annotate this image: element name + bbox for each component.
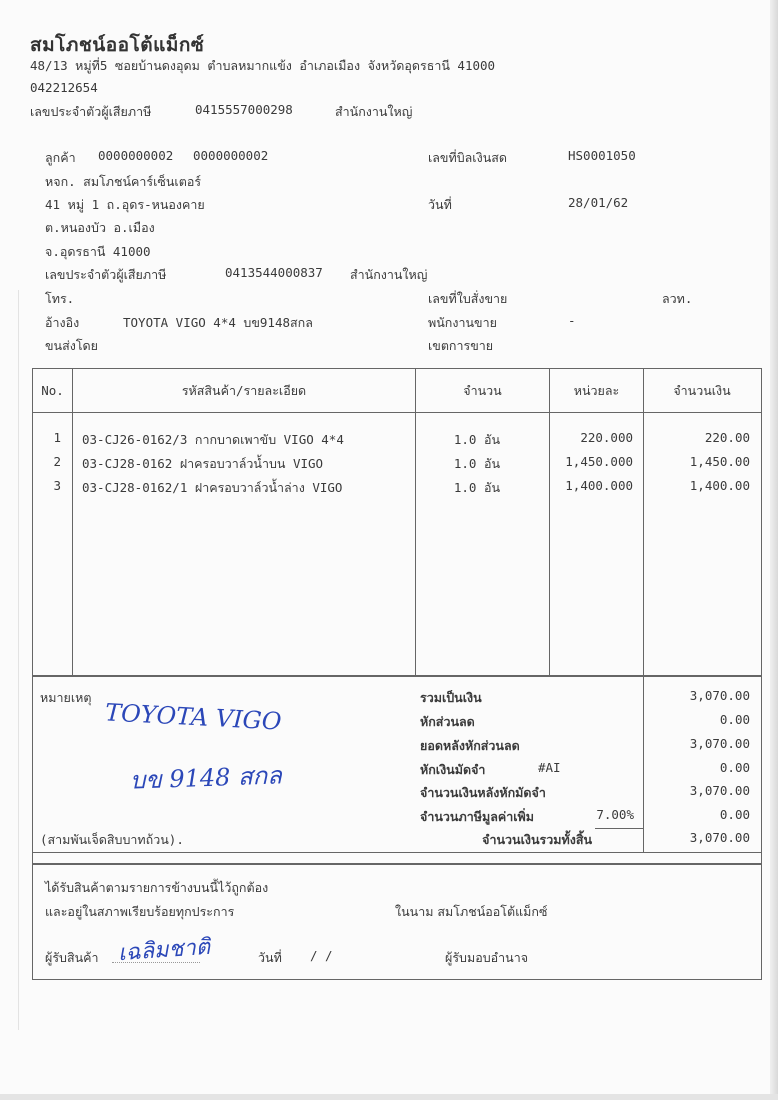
row-no: 1 bbox=[53, 430, 61, 445]
salesman-label: พนักงานขาย bbox=[428, 315, 497, 330]
receive-date-blank: / / bbox=[310, 948, 333, 963]
items-table bbox=[32, 368, 762, 677]
company-tax-label: เลขประจำตัวผู้เสียภาษี bbox=[30, 104, 152, 119]
col-divider-3 bbox=[549, 368, 550, 675]
invoice-number-label: เลขที่บิลเงินสด bbox=[428, 150, 507, 165]
remark-handwriting-model: TOYOTA VIGO bbox=[104, 698, 283, 736]
row-quantity: 1.0 อัน bbox=[453, 480, 500, 495]
vat-value: 0.00 bbox=[719, 807, 750, 822]
company-name: สมโภชน์ออโต้แม็กซ์ bbox=[30, 34, 205, 56]
row-description: 03-CJ28-0162/1 ฝาครอบวาล์วน้ำล่าง VIGO bbox=[82, 480, 343, 495]
deposit-label: หักเงินมัดจำ bbox=[420, 762, 486, 777]
row-description: 03-CJ26-0162/3 กากบาดเพาขับ VIGO 4*4 bbox=[82, 432, 344, 447]
customer-tax-id: 0413544000837 bbox=[225, 265, 323, 280]
subtotal-label: รวมเป็นเงิน bbox=[420, 690, 482, 705]
col-divider-4 bbox=[643, 368, 644, 675]
customer-branch: สำนักงานใหญ่ bbox=[350, 267, 428, 282]
remark-handwriting-plate: บข 9148 สกล bbox=[129, 761, 283, 795]
customer-tax-label: เลขประจำตัวผู้เสียภาษี bbox=[45, 267, 167, 282]
grand-total-value: 3,070.00 bbox=[689, 830, 750, 845]
subtotal-value: 3,070.00 bbox=[689, 688, 750, 703]
row-no: 2 bbox=[53, 454, 61, 469]
vat-rate-underline bbox=[595, 828, 644, 829]
company-tax-id: 0415557000298 bbox=[195, 102, 293, 117]
deposit-value: 0.00 bbox=[719, 760, 750, 775]
salesman-value: - bbox=[568, 313, 576, 328]
receiver-signature: เฉลิมชาติ bbox=[117, 934, 211, 967]
on-behalf-of: ในนาม สมโภชน์ออโต้แม็กซ์ bbox=[395, 904, 548, 919]
receipt-confirmation-line-1: ได้รับสินค้าตามรายการข้างบนนี้ไว้ถูกต้อง bbox=[45, 880, 269, 895]
remark-label: หมายเหตุ bbox=[40, 690, 92, 705]
row-quantity: 1.0 อัน bbox=[453, 456, 500, 471]
paper-edge-left bbox=[18, 290, 19, 1030]
customer-address-3: จ.อุดรธานี 41000 bbox=[45, 244, 151, 259]
row-amount: 1,450.00 bbox=[689, 454, 750, 469]
shipping-label: ขนส่งโดย bbox=[45, 338, 98, 353]
row-amount: 1,400.00 bbox=[689, 478, 750, 493]
amount-in-words: (สามพันเจ็ดสิบบาทถ้วน). bbox=[40, 832, 184, 847]
invoice-number: HS0001050 bbox=[568, 148, 636, 163]
vat-rate: 7.00% bbox=[596, 807, 634, 822]
grand-total-label: จำนวนเงินรวมทั้งสิ้น bbox=[482, 832, 592, 847]
row-unit-price: 220.000 bbox=[580, 430, 633, 445]
row-amount: 220.00 bbox=[704, 430, 750, 445]
receive-date-label: วันที่ bbox=[258, 950, 282, 965]
row-quantity: 1.0 อัน bbox=[453, 432, 500, 447]
customer-label: ลูกค้า bbox=[45, 150, 76, 165]
row-unit-price: 1,400.000 bbox=[565, 478, 633, 493]
customer-address-1: 41 หมู่ 1 ถ.อุดร-หนองคาย bbox=[45, 197, 205, 212]
deposit-reference: #AI bbox=[538, 760, 561, 775]
row-no: 3 bbox=[53, 478, 61, 493]
after-discount-value: 3,070.00 bbox=[689, 736, 750, 751]
row-description: 03-CJ28-0162 ฝาครอบวาล์วน้ำบน VIGO bbox=[82, 456, 324, 471]
header-amount: จำนวนเงิน bbox=[673, 383, 731, 398]
vat-label: จำนวนภาษีมูลค่าเพิ่ม bbox=[420, 809, 534, 824]
receiver-sign-line bbox=[112, 962, 200, 963]
customer-code-2: 0000000002 bbox=[193, 148, 269, 163]
reference-value: TOYOTA VIGO 4*4 บข9148สกล bbox=[123, 315, 313, 330]
receiver-label: ผู้รับสินค้า bbox=[45, 950, 99, 965]
after-deposit-value: 3,070.00 bbox=[689, 783, 750, 798]
customer-code-1: 0000000002 bbox=[98, 148, 174, 163]
header-unit-price: หน่วยละ bbox=[573, 383, 620, 398]
receipt-confirmation-line-2: และอยู่ในสภาพเรียบร้อยทุกประการ bbox=[45, 904, 235, 919]
sales-order-label: เลขที่ใบสั่งขาย bbox=[428, 291, 508, 306]
col-divider-1 bbox=[72, 368, 73, 675]
invoice-date-label: วันที่ bbox=[428, 197, 452, 212]
paper-edge-bottom bbox=[0, 1094, 778, 1100]
after-deposit-label: จำนวนเงินหลังหักมัดจำ bbox=[420, 785, 546, 800]
summary-bottom-divider bbox=[32, 852, 761, 853]
company-address: 48/13 หมู่ที่5 ซอยบ้านดงอุดม ตำบลหมากแข้ง อำเภอเมือง จังหวัดอุดรธานี 41000 bbox=[30, 58, 496, 73]
sales-area-label: เขตการขาย bbox=[428, 338, 494, 353]
items-header-divider bbox=[32, 412, 761, 413]
row-unit-price: 1,450.000 bbox=[565, 454, 633, 469]
customer-name: หจก. สมโภชน์คาร์เซ็นเตอร์ bbox=[45, 174, 202, 189]
customer-address-2: ต.หนองบัว อ.เมือง bbox=[45, 220, 155, 235]
after-discount-label: ยอดหลังหักส่วนลด bbox=[420, 738, 520, 753]
header-quantity: จำนวน bbox=[463, 383, 502, 398]
company-phone: 042212654 bbox=[30, 80, 98, 95]
paper-edge-right bbox=[770, 0, 778, 1100]
company-branch: สำนักงานใหญ่ bbox=[335, 104, 413, 119]
header-no: No. bbox=[41, 383, 64, 398]
header-description: รหัสสินค้า/รายละเอียด bbox=[181, 383, 307, 398]
customer-phone-label: โทร. bbox=[45, 291, 75, 306]
invoice-date: 28/01/62 bbox=[568, 195, 629, 210]
reference-label: อ้างอิง bbox=[45, 315, 80, 330]
authorized-signer-label: ผู้รับมอบอำนาจ bbox=[445, 950, 529, 965]
sales-order-suffix: ลวท. bbox=[662, 291, 693, 306]
col-divider-2 bbox=[415, 368, 416, 675]
discount-label: หักส่วนลด bbox=[420, 714, 475, 729]
discount-value: 0.00 bbox=[719, 712, 750, 727]
